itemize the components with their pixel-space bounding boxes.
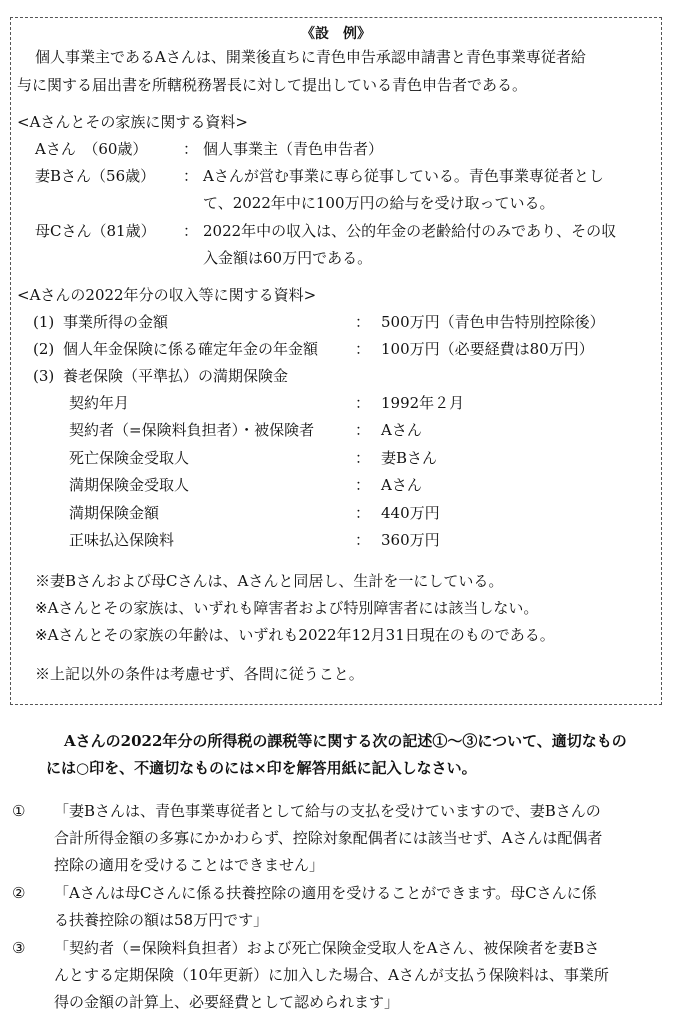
income-label-1: 事業所得の金額 — [63, 313, 169, 331]
insurance-sep: ： — [355, 504, 371, 522]
insurance-label: 契約者（=保険料負担者）・被保険者 — [69, 421, 315, 439]
question-3-line2: んとする定期保険（10年更新）に加入した場合、Aさんが支払う保険料は、事業所 — [54, 966, 609, 984]
family-desc-c-2: 入金額は60万円である。 — [203, 249, 373, 267]
note: ※Aさんとその家族は、いずれも障害者および特別障害者には該当しない。 — [35, 599, 539, 617]
income-label-3: 養老保険（平準払）の満期保険金 — [63, 367, 289, 385]
insurance-value: Aさん — [381, 476, 422, 494]
note: ※妻Bさんおよび母Cさんは、Aさんと同居し、生計を一にしている。 — [35, 572, 504, 590]
note: ※上記以外の条件は考慮せず、各問に従うこと。 — [35, 665, 364, 683]
question-intro-line2: には○印を、不適切なものには×印を解答用紙に記入しなさい。 — [46, 759, 477, 777]
family-name-b: 妻Bさん（56歳） — [35, 167, 156, 185]
question-number-1: ① — [12, 802, 26, 820]
income-num-3: (3) — [33, 367, 55, 385]
insurance-label: 契約年月 — [69, 394, 130, 412]
insurance-label: 死亡保険金受取人 — [69, 449, 190, 467]
family-sep-a: ： — [183, 140, 199, 158]
income-label-2: 個人年金保険に係る確定年金の年金額 — [63, 340, 319, 358]
income-num-1: (1) — [33, 313, 55, 331]
case-title-text: 《設 例》 — [297, 26, 375, 42]
insurance-value: 1992年２月 — [381, 394, 465, 412]
question-1-line3: 控除の適用を受けることはできません」 — [54, 856, 325, 874]
case-title — [11, 25, 661, 43]
insurance-sep: ： — [355, 394, 371, 412]
question-2-line1: 「Aさんは母Cさんに係る扶養控除の適用を受けることができます。母Cさんに係 — [54, 884, 597, 902]
family-sep-b: ： — [183, 167, 199, 185]
insurance-sep: ： — [355, 531, 371, 549]
case-intro-line1: 個人事業主であるAさんは、開業後直ちに青色申告承認申請書と青色事業専従者給 — [35, 48, 586, 66]
family-sep-c: ： — [183, 222, 199, 240]
question-3-line1: 「契約者（=保険料負担者）および死亡保険金受取人をAさん、被保険者を妻Bさ — [54, 939, 600, 957]
insurance-sep: ： — [355, 449, 371, 467]
family-desc-b-1: Aさんが営む事業に専ら従事している。青色事業専従者とし — [203, 167, 604, 185]
family-desc-b-2: て、2022年中に100万円の給与を受け取っている。 — [203, 194, 555, 212]
question-1-line2: 合計所得金額の多寡にかかわらず、控除対象配偶者には該当せず、Aさんは配偶者 — [54, 829, 603, 847]
income-value-2: 100万円（必要経費は80万円） — [381, 340, 594, 358]
insurance-label: 満期保険金受取人 — [69, 476, 190, 494]
insurance-value: 妻Bさん — [381, 449, 438, 467]
family-name-c: 母Cさん（81歳） — [35, 222, 156, 240]
question-number-3: ③ — [12, 939, 26, 957]
question-1-line1: 「妻Bさんは、青色事業専従者として給与の支払を受けていますので、妻Bさんの — [54, 802, 601, 820]
note: ※Aさんとその家族の年齢は、いずれも2022年12月31日現在のものである。 — [35, 626, 555, 644]
question-intro-line1: Aさんの2022年分の所得税の課税等に関する次の記述①～③について、適切なもの — [64, 732, 627, 750]
insurance-sep: ： — [355, 476, 371, 494]
family-desc-c-1: 2022年中の収入は、公的年金の老齢給付のみであり、その収 — [203, 222, 617, 240]
insurance-label: 満期保険金額 — [69, 504, 160, 522]
insurance-value: Aさん — [381, 421, 422, 439]
insurance-label: 正味払込保険料 — [69, 531, 175, 549]
insurance-value: 440万円 — [381, 504, 440, 522]
insurance-sep: ： — [355, 421, 371, 439]
question-number-2: ② — [12, 884, 26, 902]
case-intro-line2: 与に関する届出書を所轄税務署長に対して提出している青色申告者である。 — [17, 76, 528, 94]
question-2-line2: る扶養控除の額は58万円です」 — [54, 911, 269, 929]
family-header: <Aさんとその家族に関する資料> — [17, 113, 248, 131]
question-3-line3: 得の金額の計算上、必要経費として認められます」 — [54, 993, 400, 1011]
family-desc-a: 個人事業主（青色申告者） — [203, 140, 384, 158]
income-value-1: 500万円（青色申告特別控除後） — [381, 313, 605, 331]
case-box — [10, 17, 662, 705]
income-num-2: (2) — [33, 340, 55, 358]
income-sep-2: ： — [355, 340, 371, 358]
family-name-a: Aさん （60歳） — [35, 140, 148, 158]
income-header: <Aさんの2022年分の収入等に関する資料> — [17, 286, 317, 304]
income-sep-1: ： — [355, 313, 371, 331]
insurance-value: 360万円 — [381, 531, 440, 549]
